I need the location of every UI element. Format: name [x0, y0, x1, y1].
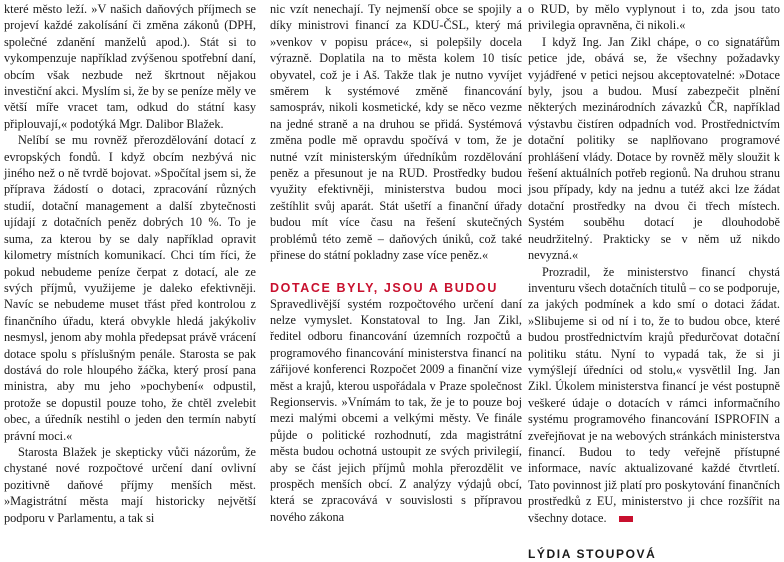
- paragraph: o RUD, by mělo vyplynout i to, zda jsou tato privilegia opravněna, či nikoli.«: [528, 2, 780, 33]
- column-3: [528, 1, 780, 562]
- paragraph: nic vzít nenechají. Ty nejmenší obce se spojily a díky ministrovi financí za KDU-ČSL, který má »venkov v popisu práce«, si polepšily docela výrazně. Doplatila na to města kolem 10 tisíc obyvatel, což je i Aš. Takže tlak je nutno vyvíjet směrem k systémové změně financování samospráv, nikoli kosmetické, kdy se něco vezme na jedné straně a na druhou se přidá. Systémová změna podle mě opravdu spočívá v tom, že je nutné vzít ministerským úředníkům rozdělování peněz a přesunout je na RUD. Prostředky budou využity efektivněji, ministerstva budou moci zeštíhlit svůj aparát. Stát ušetří a finanční úřady budou mít více času na řešení skutečných problémů této země – daňových úniků, což také přinese do státní pokladny zase více peněz.«: [270, 2, 522, 263]
- end-mark-icon: [619, 516, 633, 522]
- paragraph-last: [528, 264, 780, 527]
- paragraph: které město leží. »V našich daňových příjmech se projeví každé zakolísání či změna zákonů (DPH, společné zdanění manželů apod.). Stát si to vykompenzuje například zvýšenou spotřební daní, obcím však nezbude než škrtnout nějakou investiční akci. Myslím si, že by se peníze měly ve větší míře vracet tam, odkud do státní kasy připlouvají,« podotýká Mgr. Dalibor Blažek.: [4, 2, 256, 131]
- paragraph: Starosta Blažek je skepticky vůči názorům, že chystané nové rozpočtové určení daní ovlivní pozitivně daňové příjmy menších měst. »Magistrátní města mají historicky největší podporu v Parlamentu, a tak si: [4, 444, 256, 525]
- column-2: [270, 1, 522, 525]
- paragraph: I když Ing. Jan Zikl chápe, o co signatářům petice jde, obává se, že všechny požadavky vyjádřené v petici nejsou akceptovatelné: »Dotace byly, jsou a budou. Musí zabezpečit plnění některých mezinárodních závazků ČR, například výstavbu čistíren odpadních vod. Prostřednictvím dotační politiky se naplňovano programové prohlášení vlády. Dotace by rovněž měly sloužit k řešení aktuálních potřeb regionů. Na druhou stranu jsou případy, kdy na jednu a tutéž akci lze žádat dotační prostředky na dvou či třech místech. Systém souběhu dotací je dlouhodobě neudržitelný. Prakticky se v něm už nikdo nevyzná.«: [528, 34, 780, 263]
- section-heading: DOTACE BYLY, JSOU A BUDOU: [270, 280, 498, 295]
- paragraph: Nelíbí se mu rovněž přerozdělování dotací z evropských fondů. I když obcím nezbývá nic jiného než o ně tvrdě bojovat. »Spočítal jsem si, že příprava žádostí o dotaci, zpracování různých studií, dotační management a další zbytečnosti ujídají z dotačních peněz dobrých 10 %. To je suma, za kterou by se daly například opravit kilometry místních komunikací. Chci tím říci, že pokud nebudeme peníze čerpat z dotací, ale ze svých příjmů, využijeme je daleko efektivněji. Navíc se nebudeme muset třást před kontrolou z finančního úřadu, která obvykle hledá jakýkoliv nesmysl, jenom aby mohla předepsat právě vrácení dotace spolu s příslušným penále. Starosta se pak dostává do role hloupého žáčka, který prosí pana ministra, aby mu jeho »pochybení« odpustil, protože se dopustil pouze toho, že chtěl zvelebit obec, a úředník nestihl o jeden den termín nabytí právní moci.«: [4, 133, 256, 443]
- author-byline: LÝDIA STOUPOVÁ: [528, 547, 657, 561]
- column-1: [4, 1, 256, 526]
- paragraph-text: Prozradil, že ministerstvo financí chystá inventuru všech dotačních titulů – co se podporuje, za jakých podmínek a kdo smí o dotaci žádat. »Slibujeme si od ní i to, že to budou obce, které budou prostřednictvím krajů předurčovat dotační politiku státu. Nyní to vypadá tak, že si ji vymýšlejí úředníci od stolu,« vysvětlil Ing. Jan Zikl. Úkolem ministerstva financí je vést postupně veškeré údaje o dotacích v rámci informačního systému programového financování ISPROFIN a zveřejňovat je na webových stránkách ministerstva financí. Budou to tedy veřejně přístupné informace, navíc aktualizované každé čtvrtletí. Tato povinnost již platí pro poskytování finančních prostředků z EU, ministerstvo ji chce rozšířit na všechny dotace.: [528, 264, 780, 525]
- paragraph: Spravedlivější systém rozpočtového určení daní nelze vymyslet. Konstatoval to Ing. Jan Zikl, ředitel odboru financování územních rozpočtů a programového financování ministerstva financí na zářijové konferenci Rozpočet 2009 a finanční vize měst a krajů, kterou uspořádala v Praze společnost Regionservis. »Vnímám to tak, že je to pouze boj mezi malými obcemi a velkými městy. Ve finále půjde o politické rozhodnutí, zda magistrátní města budou ochotná ustoupit ze svých privilegií, aby se část jejich příjmů mohla přerozdělit ve prospěch menších obcí. Z analýzy výdajů obcí, která se zpracovává v souvislosti s přípravou nového zákona: [270, 296, 522, 524]
